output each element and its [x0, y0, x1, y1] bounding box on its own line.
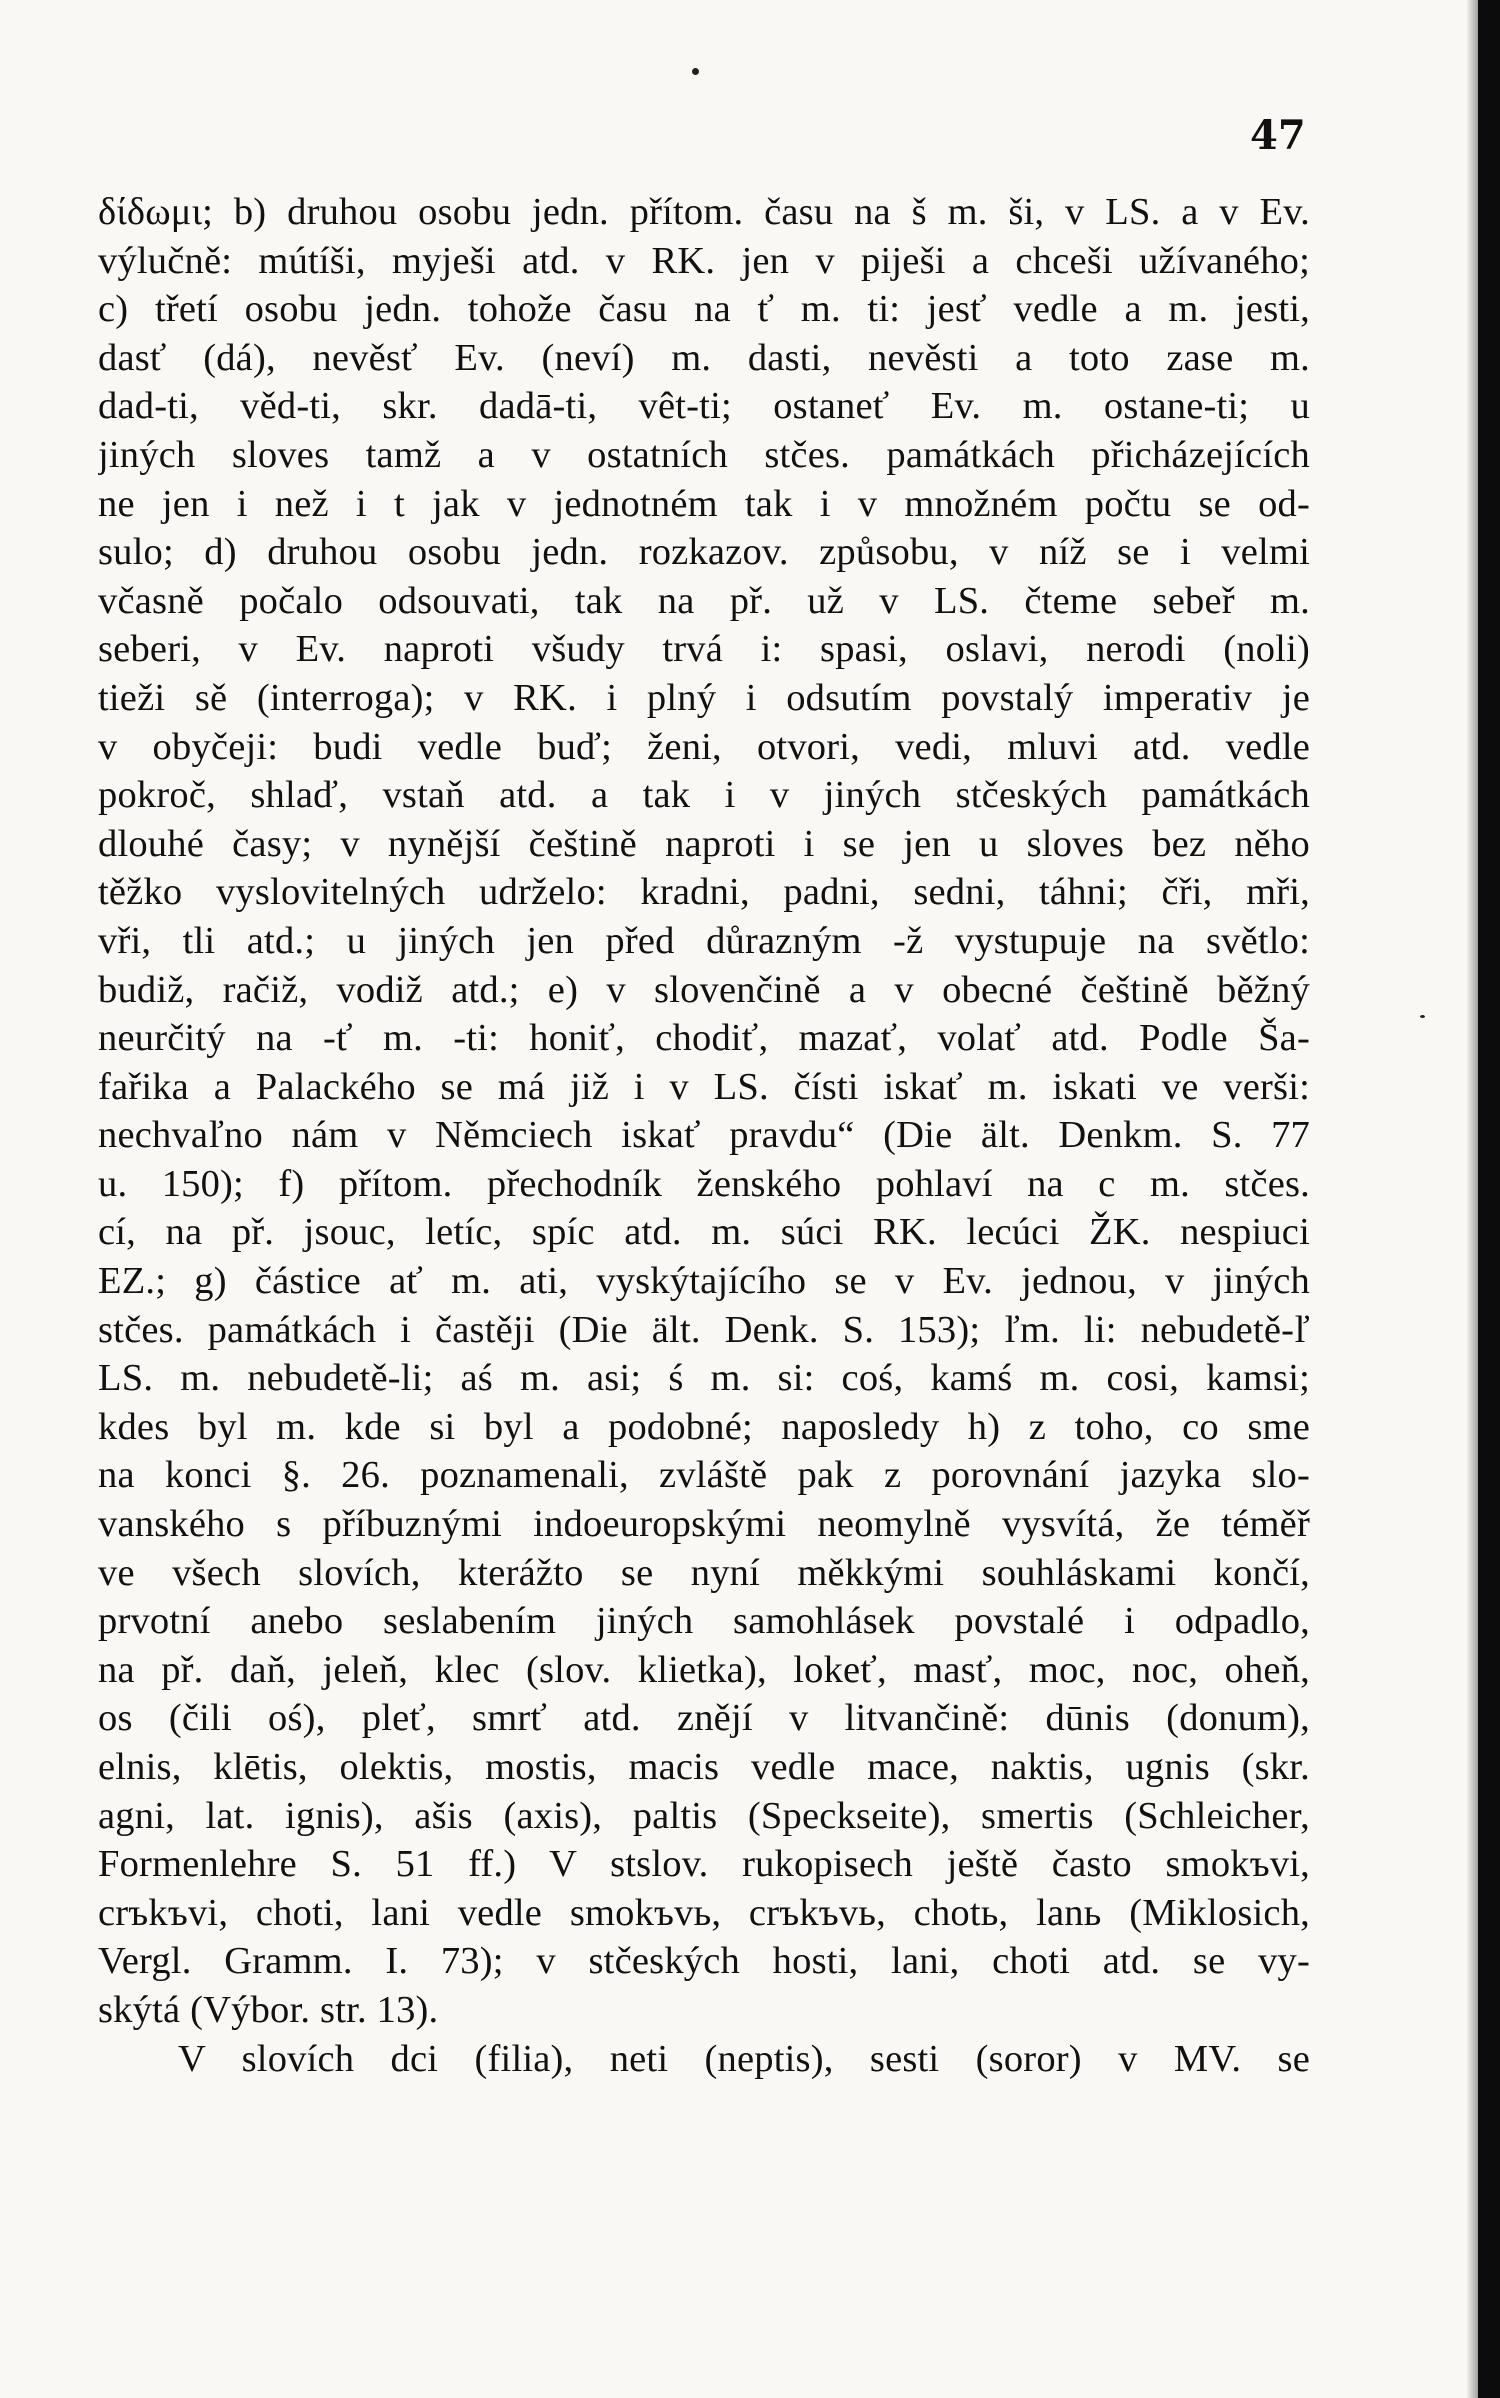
text-line: neurčitý na -ť m. -ti: honiť, chodiť, mazať, volať atd. Podle Ša-: [98, 1017, 1310, 1060]
text-line: agni, lat. ignis), ašis (axis), paltis (Speckseite), smertis (Schleicher,: [98, 1794, 1310, 1837]
body-text: [98, 188, 1310, 2083]
text-line: LS. m. nebudetě-li; aś m. asi; ś m. si: coś, kamś m. cosi, kamsi;: [98, 1357, 1310, 1400]
text-line: V slovích dci (filia), neti (neptis), sesti (soror) v MV. se: [178, 2037, 1310, 2080]
text-line: jiných sloves tamž a v ostatních stčes. památkách přicházejících: [98, 433, 1310, 476]
text-line: na konci §. 26. poznamenali, zvláště pak z porovnání jazyka slo-: [98, 1454, 1310, 1497]
text-line: fařika a Palackého se má již i v LS. čísti iskať m. iskati ve verši:: [98, 1065, 1310, 1108]
text-line: budiž, račiž, vodiž atd.; e) v slovenčině a v obecné češtině běžný: [98, 968, 1310, 1011]
text-line: EZ.; g) částice ať m. ati, vyskýtajícího se v Ev. jednou, v jiných: [98, 1260, 1310, 1303]
text-line: prvotní anebo seslabením jiných samohlásek povstalé i odpadlo,: [98, 1600, 1310, 1643]
dust-speck: [692, 68, 699, 75]
text-line: ne jen i než i t jak v jednotném tak i v množném počtu se od-: [98, 482, 1310, 525]
text-line: výlučně: mútíši, myješi atd. v RK. jen v piješi a chceši užívaného;: [98, 239, 1310, 282]
text-line: dad-ti, věd-ti, skr. dadā-ti, vêt-ti; ostaneť Ev. m. ostane-ti; u: [98, 385, 1310, 428]
text-line: vanského s příbuznými indoeuropskými neomylně vysvítá, že téměř: [98, 1503, 1310, 1546]
text-line: cí, na př. jsouc, letíc, spíc atd. m. súci RK. lecúci ŽK. nespiuci: [98, 1211, 1310, 1254]
text-line: dasť (dá), nevěsť Ev. (neví) m. dasti, nevěsti a toto zase m.: [98, 336, 1310, 379]
text-line: sulo; d) druhou osobu jedn. rozkazov. způsobu, v níž se i velmi: [98, 531, 1310, 574]
text-line: os (čili oś), pleť, smrť atd. znějí v litvančině: dūnis (donum),: [98, 1697, 1310, 1740]
text-line: dlouhé časy; v nynější češtině naproti i se jen u sloves bez něho: [98, 822, 1310, 865]
text-line: pokroč, shlaď, vstaň atd. a tak i v jiných stčeských památkách: [98, 774, 1310, 817]
text-line: nechvaľno nám v Němciech iskať pravdu“ (Die ält. Denkm. S. 77: [98, 1114, 1310, 1157]
text-line: tieži sě (interroga); v RK. i plný i odsutím povstalý imperativ je: [98, 676, 1310, 719]
text-line: včasně počalo odsouvati, tak na př. už v LS. čteme sebeř m.: [98, 579, 1310, 622]
text-line: crъkъvi, choti, lani vedle smokъvь, crъkъvь, chotь, lanь (Miklosich,: [98, 1891, 1310, 1934]
page-edge-shadow: [1466, 0, 1478, 2398]
text-line: Formenlehre S. 51 ff.) V stslov. rukopisech ještě často smokъvi,: [98, 1843, 1310, 1886]
dust-speck: [1420, 1015, 1425, 1018]
text-line: δίδωμι; b) druhou osobu jedn. přítom. času na š m. ši, v LS. a v Ev.: [98, 191, 1310, 233]
text-line: seberi, v Ev. naproti všudy trvá i: spasi, oslavi, nerodi (noli): [98, 628, 1310, 671]
page-edge-dark: [1478, 0, 1500, 2398]
text-line: Vergl. Gramm. I. 73); v stčeských hosti, lani, choti atd. se vy-: [98, 1940, 1310, 1983]
text-line: vři, tli atd.; u jiných jen před důrazným -ž vystupuje na světlo:: [98, 919, 1310, 962]
text-line: v obyčeji: budi vedle buď; ženi, otvori, vedi, mluvi atd. vedle: [98, 725, 1310, 768]
text-line: těžko vyslovitelných udrželo: kradni, padni, sedni, táhni; čři, mři,: [98, 871, 1310, 914]
text-line: c) třetí osobu jedn. tohože času na ť m. ti: jesť vedle a m. jesti,: [98, 288, 1310, 331]
text-line: u. 150); f) přítom. přechodník ženského pohlaví na c m. stčes.: [98, 1162, 1310, 1205]
text-line: ve všech slovích, kterážto se nyní měkkými souhláskami končí,: [98, 1551, 1310, 1594]
text-line: na př. daň, jeleň, klec (slov. klietka), lokeť, masť, moc, noc, oheň,: [98, 1648, 1310, 1691]
text-line: stčes. památkách i častěji (Die ält. Denk. S. 153); ľm. li: nebudetě-ľ: [98, 1308, 1310, 1351]
text-line: elnis, klētis, olektis, mostis, macis vedle mace, naktis, ugnis (skr.: [98, 1746, 1310, 1788]
text-line: kdes byl m. kde si byl a podobné; naposledy h) z toho, co sme: [98, 1405, 1310, 1448]
text-line: skýtá (Výbor. str. 13).: [98, 1988, 439, 2031]
page-number: 47: [1250, 112, 1306, 159]
